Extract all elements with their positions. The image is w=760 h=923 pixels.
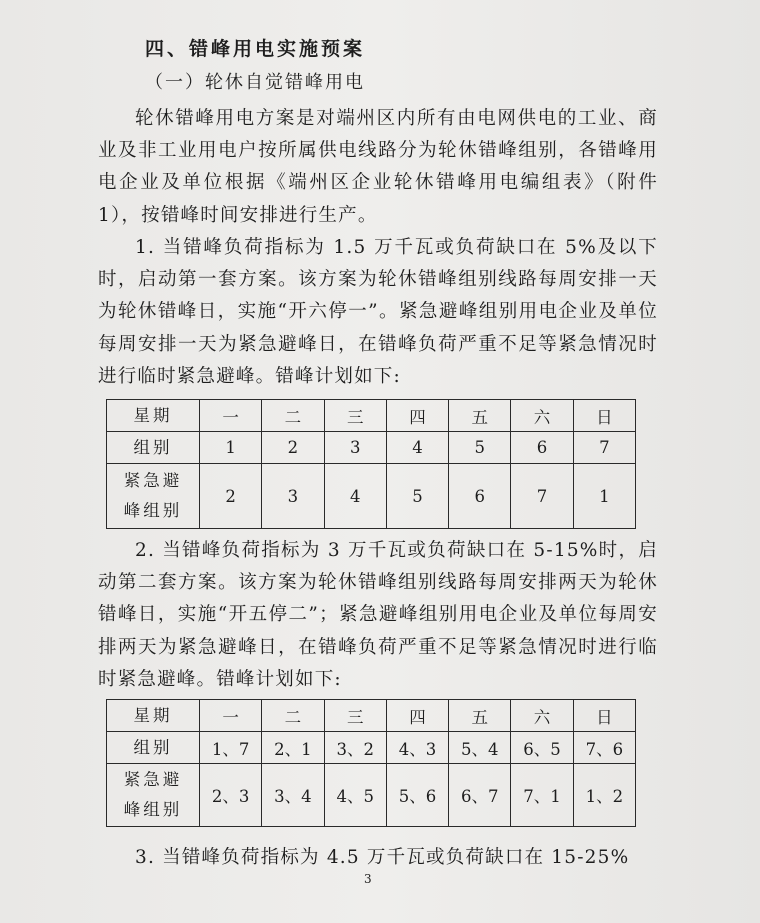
table-row — [107, 764, 636, 827]
table-header-row — [107, 400, 636, 432]
emergency-label-line1: 紧急避 — [123, 770, 183, 789]
table-cell: 星期 — [107, 400, 200, 432]
table-cell: 日 — [573, 400, 635, 432]
table-cell: 3、4 — [262, 764, 324, 827]
table-cell: 2、1 — [262, 732, 324, 764]
table-cell: 3、2 — [324, 732, 386, 764]
table-cell: 4 — [386, 432, 448, 464]
table-cell: 四 — [386, 700, 448, 732]
emergency-label-line1: 紧急避 — [123, 471, 183, 490]
table-row — [107, 464, 636, 529]
table-cell: 四 — [386, 400, 448, 432]
table-cell: 2、3 — [200, 764, 262, 827]
table-cell: 一 — [200, 700, 262, 732]
table-cell: 6 — [511, 432, 573, 464]
table-cell: 1 — [200, 432, 262, 464]
emergency-label-line2: 峰组别 — [123, 501, 183, 520]
table-row — [107, 732, 636, 764]
table-cell: 6 — [449, 464, 511, 529]
schedule-table-2 — [106, 699, 636, 827]
table-cell: 六 — [511, 700, 573, 732]
schedule-table-1 — [106, 399, 636, 529]
table-cell: 7 — [511, 464, 573, 529]
plan3-paragraph: 3. 当错峰负荷指标为 4.5 万千瓦或负荷缺口在 15-25% — [135, 847, 630, 868]
table-cell: 1、7 — [200, 732, 262, 764]
plan1-paragraph: 1. 当错峰负荷指标为 1.5 万千瓦或负荷缺口在 5%及以下时，启动第一套方案。该方案为轮休错峰组别线路每周安排一天为轮休错峰日，实施“开六停一”。紧急避峰组别用电企业及单位每周安排一天为紧急避峰日，在错峰负荷严重不足等紧急情况时进行临时紧急避峰。错峰计划如下: — [98, 237, 658, 387]
table-cell: 一 — [200, 400, 262, 432]
intro-paragraph: 轮休错峰用电方案是对端州区内所有由电网供电的工业、商业及非工业用电户按所属供电线路分为轮休错峰组别，各错峰用电企业及单位根据《端州区企业轮休错峰用电编组表》（附件1），按错峰时间安排进行生产。 — [98, 108, 658, 226]
table-cell: 五 — [449, 400, 511, 432]
table-cell: 5、6 — [386, 764, 448, 827]
table-header-row — [107, 700, 636, 732]
table-cell: 组别 — [107, 432, 200, 464]
subsection-heading: （一）轮休自觉错峰用电 — [145, 72, 365, 93]
table-cell: 7、6 — [573, 732, 635, 764]
table-cell: 5 — [386, 464, 448, 529]
table-cell: 3 — [262, 464, 324, 529]
table-cell: 5 — [449, 432, 511, 464]
table-cell — [107, 764, 200, 827]
table-cell: 4 — [324, 464, 386, 529]
table-cell: 2 — [262, 432, 324, 464]
table-cell: 六 — [511, 400, 573, 432]
table-cell: 日 — [573, 700, 635, 732]
table-cell: 5、4 — [449, 732, 511, 764]
table-row — [107, 432, 636, 464]
table-cell: 五 — [449, 700, 511, 732]
table-cell: 星期 — [107, 700, 200, 732]
table-cell: 1、2 — [573, 764, 635, 827]
table-cell: 1 — [573, 464, 635, 529]
table-cell: 二 — [262, 700, 324, 732]
table-cell — [107, 464, 200, 529]
table-cell: 7、1 — [511, 764, 573, 827]
table-cell: 2 — [200, 464, 262, 529]
table-cell: 4、5 — [324, 764, 386, 827]
table-cell: 6、5 — [511, 732, 573, 764]
table-cell: 6、7 — [449, 764, 511, 827]
table-cell: 二 — [262, 400, 324, 432]
plan2-paragraph: 2. 当错峰负荷指标为 3 万千瓦或负荷缺口在 5-15%时，启动第二套方案。该方案为轮休错峰组别线路每周安排两天为轮休错峰日，实施“开五停二”；紧急避峰组别用电企业及单位每周安排两天为紧急避峰日，在错峰负荷严重不足等紧急情况时进行临时紧急避峰。错峰计划如下: — [98, 540, 658, 690]
table-cell: 三 — [324, 700, 386, 732]
table-cell: 组别 — [107, 732, 200, 764]
section-heading: 四、错峰用电实施预案 — [145, 38, 366, 60]
table-cell: 3 — [324, 432, 386, 464]
emergency-label-line2: 峰组别 — [123, 800, 183, 819]
table-cell: 三 — [324, 400, 386, 432]
table-cell: 7 — [573, 432, 635, 464]
table-cell: 4、3 — [386, 732, 448, 764]
page-number: 3 — [364, 872, 372, 886]
